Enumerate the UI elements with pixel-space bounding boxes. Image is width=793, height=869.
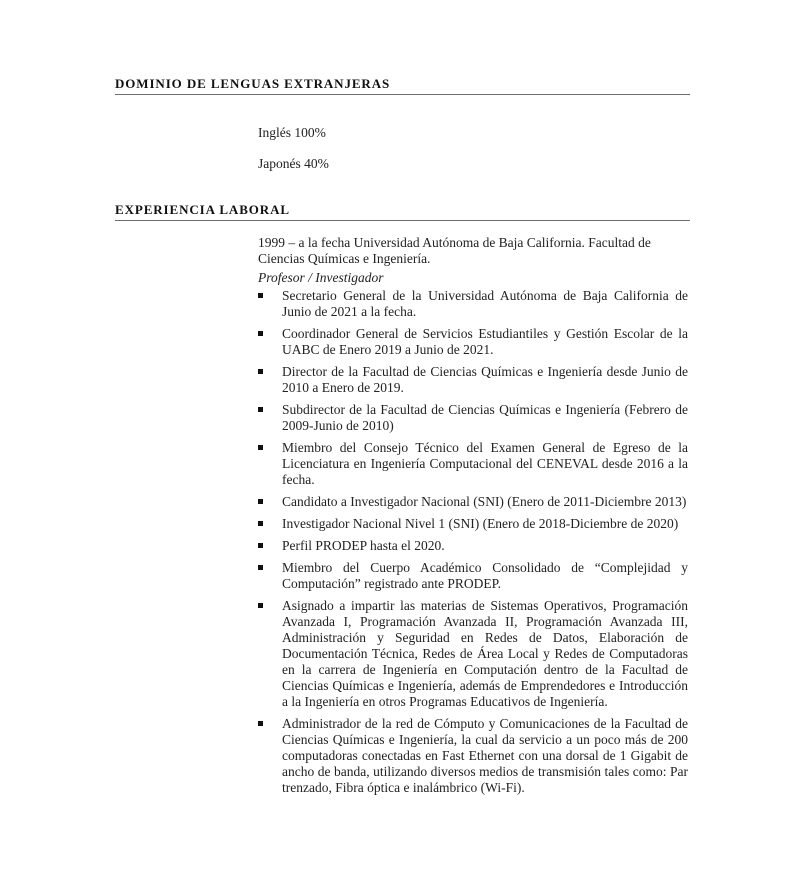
- duty-text: Secretario General de la Universidad Autónoma de Baja California de Junio de 2021 a la fecha.: [282, 288, 688, 319]
- duty-item: [258, 560, 688, 592]
- duty-item: [258, 516, 688, 532]
- duty-item: [258, 538, 688, 554]
- duty-item: [258, 364, 688, 396]
- square-bullet-icon: [258, 721, 263, 726]
- square-bullet-icon: [258, 521, 263, 526]
- duty-text: Investigador Nacional Nivel 1 (SNI) (Enero de 2018-Diciembre de 2020): [282, 516, 679, 531]
- square-bullet-icon: [258, 565, 263, 570]
- language-item: Japonés 40%: [258, 156, 329, 171]
- duty-text: Miembro del Consejo Técnico del Examen General de Egreso de la Licenciatura en Ingeniería Computacional del CENEVAL desde 2016 a la fecha.: [282, 440, 688, 487]
- duties-list: [258, 288, 690, 796]
- square-bullet-icon: [258, 331, 263, 336]
- square-bullet-icon: [258, 603, 263, 608]
- square-bullet-icon: [258, 499, 263, 504]
- duty-text: Director de la Facultad de Ciencias Químicas e Ingeniería desde Junio de 2010 a Enero de 2019.: [282, 364, 688, 395]
- duty-text: Administrador de la red de Cómputo y Comunicaciones de la Facultad de Ciencias Químicas e Ingeniería, la cual da servicio a un poco más de 200 computadoras conectadas en Fast Ethernet con una dorsal de 1 Gigabit de ancho de banda, utilizando diversos medios de transmisión tales como: Par trenzado, Fibra óptica e inalámbrico (Wi-Fi).: [282, 716, 688, 795]
- square-bullet-icon: [258, 445, 263, 450]
- duty-text: Asignado a impartir las materias de Sistemas Operativos, Programación Avanzada I, Programación Avanzada II, Programación Avanzada III, Administración y Seguridad en Redes de Datos, Elaboración de Documentación Técnica, Redes de Área Local y Redes de Computadoras en la carrera de Ingeniería en Computación dentro de la Facultad de Ciencias Químicas e Ingeniería, además de Emprendedores e Introducción a la Ingeniería en otros Programas Educativos de Ingeniería.: [282, 598, 688, 709]
- square-bullet-icon: [258, 407, 263, 412]
- duty-text: Miembro del Cuerpo Académico Consolidado de “Complejidad y Computación” registrado ante PRODEP.: [282, 560, 688, 591]
- duty-text: Coordinador General de Servicios Estudiantiles y Gestión Escolar de la UABC de Enero 2019 a Junio de 2021.: [282, 326, 688, 357]
- duty-item: [258, 440, 688, 488]
- section-heading-languages: DOMINIO DE LENGUAS EXTRANJERAS: [115, 76, 690, 95]
- duty-item: [258, 494, 688, 510]
- square-bullet-icon: [258, 293, 263, 298]
- square-bullet-icon: [258, 369, 263, 374]
- experience-entry-header: 1999 – a la fecha Universidad Autónoma de Baja California. Facultad de Ciencias Químicas e Ingeniería.: [258, 235, 651, 266]
- duty-item: [258, 288, 688, 320]
- language-item: Inglés 100%: [258, 125, 326, 140]
- duty-item: [258, 716, 688, 796]
- square-bullet-icon: [258, 543, 263, 548]
- section-heading-experience: EXPERIENCIA LABORAL: [115, 202, 690, 221]
- duty-text: Subdirector de la Facultad de Ciencias Químicas e Ingeniería (Febrero de 2009-Junio de 2010): [282, 402, 688, 433]
- duty-item: [258, 402, 688, 434]
- duty-item: [258, 326, 688, 358]
- duty-item: [258, 598, 688, 710]
- duty-text: Perfil PRODEP hasta el 2020.: [282, 538, 445, 553]
- experience-role: Profesor / Investigador: [258, 270, 384, 285]
- experience-entry: [258, 235, 690, 802]
- duty-text: Candidato a Investigador Nacional (SNI) (Enero de 2011-Diciembre 2013): [282, 494, 687, 509]
